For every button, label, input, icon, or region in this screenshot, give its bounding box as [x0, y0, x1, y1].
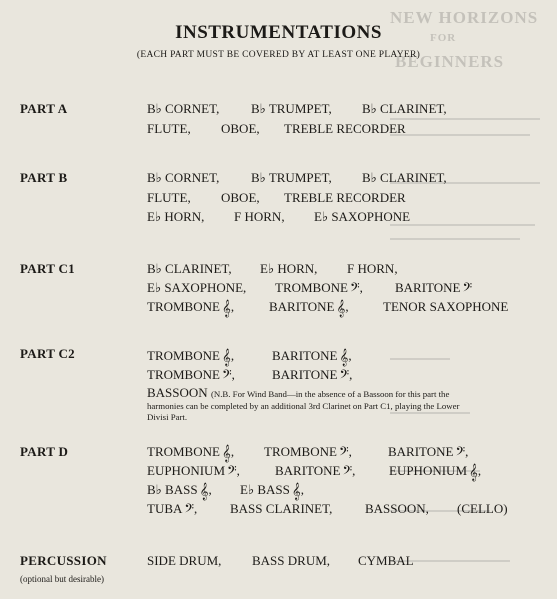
instrument: B♭ CORNET,	[147, 170, 220, 185]
part-c1-label: PART C1	[20, 261, 75, 276]
percussion-sublabel: (optional but desirable)	[20, 574, 104, 584]
separator: ,	[359, 280, 363, 295]
instrument: SIDE DRUM,	[147, 553, 222, 568]
instrument-name: BARITONE	[275, 463, 341, 478]
instrument-name: B♭ BASS	[147, 482, 198, 497]
bassoon-note-line: Divisi Part.	[147, 412, 188, 422]
instrument: B♭ TRUMPET,	[251, 101, 332, 116]
instrument-with-clef	[147, 444, 234, 461]
instrument-name: BARITONE	[272, 367, 338, 382]
separator: ,	[194, 501, 198, 516]
instrument: FLUTE,	[147, 190, 191, 205]
treble-clef-icon: 𝄞	[336, 299, 346, 317]
bleed-through-line	[390, 134, 530, 136]
instrument-name: BARITONE	[395, 280, 461, 295]
instrument: BASS DRUM,	[252, 553, 331, 568]
instrument-name: BARITONE	[272, 348, 338, 363]
instrument-name: EUPHONIUM	[389, 463, 467, 478]
instrument-with-clef	[389, 463, 481, 480]
bleed-through-line	[390, 224, 535, 226]
separator: ,	[477, 463, 482, 478]
instrument-with-clef	[272, 348, 352, 365]
separator: ,	[231, 367, 235, 382]
instrument-name: TROMBONE	[147, 348, 220, 363]
instrument-with-clef	[269, 299, 349, 316]
percussion-label: PERCUSSION	[20, 553, 107, 568]
separator: ,	[230, 444, 235, 459]
treble-clef-icon: 𝄞	[221, 348, 231, 366]
instrument-with-clef	[240, 482, 304, 499]
treble-clef-icon: 𝄞	[339, 348, 349, 366]
instrument: OBOE,	[221, 190, 260, 205]
separator: ,	[348, 444, 352, 459]
bleed-through-line	[390, 412, 470, 414]
instrument-name: TUBA	[147, 501, 183, 516]
instrument-name: TROMBONE	[264, 444, 337, 459]
instrument-with-clef	[395, 280, 472, 297]
separator: ,	[352, 463, 356, 478]
instrument-name: TROMBONE	[147, 444, 220, 459]
bleed-through-line	[390, 238, 520, 240]
instrument-name: TROMBONE	[147, 299, 220, 314]
instrument-with-clef	[147, 501, 197, 518]
separator: ,	[236, 463, 240, 478]
instrument: F HORN,	[347, 261, 398, 276]
bleed-through-heading: BEGINNERS	[395, 52, 505, 71]
instrument: E♭ SAXOPHONE	[314, 209, 411, 224]
instrument-with-clef	[147, 482, 212, 499]
part-a-label: PART A	[20, 101, 68, 116]
instrument: TENOR SAXOPHONE	[383, 299, 509, 314]
bleed-through-heading: NEW HORIZONS	[390, 8, 539, 27]
treble-clef-icon: 𝄞	[291, 482, 301, 500]
instrument-with-clef	[275, 280, 363, 297]
instrument-name: E♭ BASS	[240, 482, 290, 497]
bass-clef-icon: 𝄢	[339, 367, 350, 385]
bass-clef-icon: 𝄢	[338, 444, 349, 462]
treble-clef-icon: 𝄞	[221, 299, 231, 317]
instrument: TREBLE RECORDER	[284, 190, 406, 205]
instrument: B♭ CLARINET,	[147, 261, 232, 276]
separator: ,	[345, 299, 349, 314]
bass-clef-icon: 𝄢	[455, 444, 466, 462]
separator: ,	[208, 482, 212, 497]
separator: ,	[348, 348, 352, 363]
separator: ,	[349, 367, 353, 382]
instrument: BASSOON	[147, 385, 208, 400]
instrument: E♭ SAXOPHONE,	[147, 280, 247, 295]
instrument: OBOE,	[221, 121, 260, 136]
bass-clef-icon: 𝄢	[349, 280, 360, 298]
instrument-name: BARITONE	[269, 299, 335, 314]
bass-clef-icon: 𝄢	[184, 501, 195, 519]
instrument: BASS CLARINET,	[230, 501, 333, 516]
instrument: B♭ CORNET,	[147, 101, 220, 116]
bass-clef-icon: 𝄢	[462, 280, 473, 298]
separator: ,	[230, 299, 235, 314]
bassoon-note: (N.B. For Wind Band—in the absence of a Bassoon for this part the	[210, 389, 450, 399]
bleed-through-heading: FOR	[430, 32, 457, 44]
treble-clef-icon: 𝄞	[199, 482, 209, 500]
bass-clef-icon: 𝄢	[342, 463, 353, 481]
instrument-name: EUPHONIUM	[147, 463, 225, 478]
part-b-label: PART B	[20, 170, 68, 185]
instrument: BASSOON,	[365, 501, 429, 516]
bleed-through-line	[390, 358, 450, 360]
treble-clef-icon: 𝄞	[221, 444, 231, 462]
instrument-with-clef	[388, 444, 468, 461]
instrument: FLUTE,	[147, 121, 191, 136]
bassoon-note-line: harmonies can be completed by an additional 3rd Clarinet on Part C1, playing the Lower	[147, 401, 460, 411]
page-subtitle: (EACH PART MUST BE COVERED BY AT LEAST ONE PLAYER)	[136, 50, 421, 60]
instrument: TREBLE RECORDER	[284, 121, 406, 136]
bleed-through-line	[390, 118, 540, 120]
page-title: INSTRUMENTATIONS	[175, 22, 382, 43]
part-c2-label: PART C2	[20, 346, 75, 361]
bass-clef-icon: 𝄢	[221, 367, 232, 385]
instrument: CYMBAL	[358, 553, 414, 568]
bass-clef-icon: 𝄢	[227, 463, 237, 481]
instrument-with-clef	[275, 463, 355, 480]
instrument-name: TROMBONE	[275, 280, 348, 295]
separator: ,	[230, 348, 235, 363]
separator: ,	[465, 444, 469, 459]
instrument: F HORN,	[234, 209, 285, 224]
instrument: E♭ HORN,	[260, 261, 318, 276]
treble-clef-icon: 𝄞	[469, 463, 478, 481]
instrument: (CELLO)	[457, 501, 508, 516]
instrument: B♭ CLARINET,	[362, 170, 447, 185]
instrument-with-clef	[147, 299, 234, 316]
instrument-with-clef	[147, 463, 240, 480]
instrument: E♭ HORN,	[147, 209, 205, 224]
part-c2-line-3	[147, 385, 449, 401]
instrument-with-clef	[147, 348, 234, 365]
instrument-name: TROMBONE	[147, 367, 220, 382]
separator: ,	[300, 482, 304, 497]
instrument-with-clef	[147, 367, 235, 384]
instrument-name: BARITONE	[388, 444, 454, 459]
instrument: B♭ TRUMPET,	[251, 170, 332, 185]
part-d-label: PART D	[20, 444, 69, 459]
instrument-with-clef	[264, 444, 352, 461]
instrument-with-clef	[272, 367, 352, 384]
instrument: B♭ CLARINET,	[362, 101, 447, 116]
